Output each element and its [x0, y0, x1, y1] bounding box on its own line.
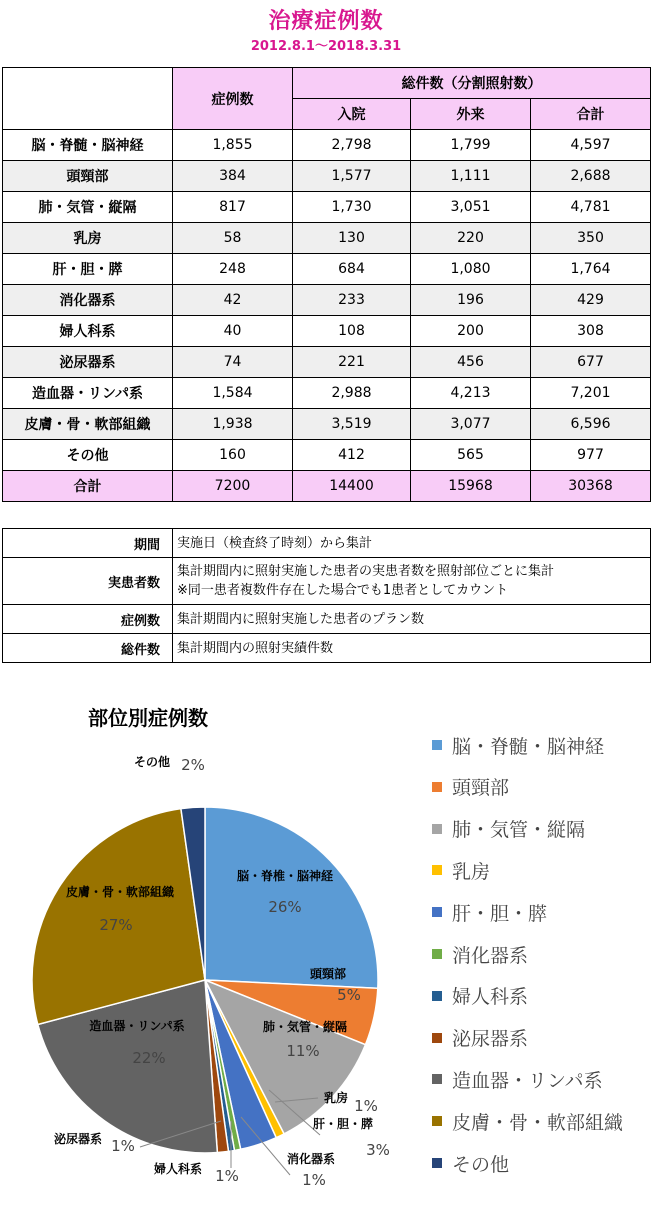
- slice-percent: 27%: [99, 916, 133, 934]
- row-label: 脳・脊髄・脳神経: [3, 130, 173, 161]
- legend-swatch: [432, 949, 442, 959]
- slice-percent: 1%: [354, 1097, 378, 1115]
- legend-swatch: [432, 1158, 442, 1168]
- legend-swatch: [432, 991, 442, 1001]
- slice-percent: 5%: [337, 986, 361, 1004]
- legend-item: [432, 814, 647, 844]
- cell-outpatient: 1,080: [411, 254, 531, 285]
- slice-label: 皮膚・骨・軟部組織: [65, 885, 175, 899]
- total-cases: 7200: [173, 471, 293, 502]
- slice-label: 肝・胆・膵: [312, 1117, 374, 1131]
- period-subtitle: 2012.8.1～2018.3.31: [250, 39, 402, 54]
- cell-total: 677: [531, 347, 651, 378]
- cell-total: 308: [531, 316, 651, 347]
- cell-cases: 1,938: [173, 409, 293, 440]
- cell-cases: 817: [173, 192, 293, 223]
- cell-total: 4,597: [531, 130, 651, 161]
- table-row: [3, 285, 651, 316]
- cell-inpatient: 684: [293, 254, 411, 285]
- cell-inpatient: 233: [293, 285, 411, 316]
- cell-total: 4,781: [531, 192, 651, 223]
- table-row: [3, 409, 651, 440]
- slice-label: 乳房: [323, 1091, 349, 1105]
- slice-percent: 1%: [302, 1171, 326, 1189]
- cell-total: 1,764: [531, 254, 651, 285]
- cell-outpatient: 220: [411, 223, 531, 254]
- slice-percent: 26%: [268, 898, 302, 916]
- total-outpatient: 15968: [411, 471, 531, 502]
- cell-outpatient: 456: [411, 347, 531, 378]
- cell-inpatient: 2,988: [293, 378, 411, 409]
- legend-item: [432, 1106, 647, 1136]
- slice-percent: 1%: [215, 1167, 239, 1185]
- legend-item: [432, 730, 647, 760]
- slice-percent: 22%: [132, 1049, 166, 1067]
- def-period-label: 期間: [3, 529, 173, 558]
- legend-label: 婦人科系: [452, 986, 529, 1009]
- slice-percent: 3%: [366, 1141, 390, 1159]
- header-cases: 症例数: [173, 68, 293, 130]
- cell-cases: 384: [173, 161, 293, 192]
- row-label: 造血器・リンパ系: [3, 378, 173, 409]
- cell-outpatient: 196: [411, 285, 531, 316]
- cell-total: 2,688: [531, 161, 651, 192]
- row-label: 泌尿器系: [3, 347, 173, 378]
- legend-label: 皮膚・骨・軟部組織: [452, 1111, 624, 1134]
- slice-label: 婦人科系: [153, 1162, 203, 1176]
- slice-percent: 1%: [111, 1137, 135, 1155]
- def-patients-label: 実患者数: [3, 558, 173, 605]
- legend-swatch: [432, 865, 442, 875]
- row-label: 肺・気管・縦隔: [3, 192, 173, 223]
- table-row: [3, 161, 651, 192]
- row-label: 乳房: [3, 223, 173, 254]
- slice-label: 頭頸部: [309, 967, 347, 981]
- cell-cases: 1,584: [173, 378, 293, 409]
- legend-label: 造血器・リンパ系: [452, 1069, 603, 1092]
- table-corner: [3, 68, 173, 130]
- legend-label: 脳・脊髄・脳神経: [452, 735, 605, 758]
- slice-percent: 2%: [181, 756, 205, 774]
- cell-outpatient: 1,799: [411, 130, 531, 161]
- cell-outpatient: 1,111: [411, 161, 531, 192]
- slice-label: 脳・脊椎・脳神経: [236, 869, 334, 883]
- table-total-row: [3, 471, 651, 502]
- cell-inpatient: 108: [293, 316, 411, 347]
- def-patients-text: [173, 558, 651, 605]
- def-total-label: 総件数: [3, 634, 173, 663]
- header-outpatient: 外来: [411, 99, 531, 130]
- slice-percent: 11%: [286, 1042, 320, 1060]
- row-label: その他: [3, 440, 173, 471]
- legend-label: 肺・気管・縦隔: [452, 819, 586, 842]
- legend-label: 泌尿器系: [452, 1028, 529, 1051]
- header-sum: 合計: [531, 99, 651, 130]
- legend-swatch: [432, 740, 442, 750]
- legend-swatch: [432, 907, 442, 917]
- cell-cases: 74: [173, 347, 293, 378]
- cell-cases: 40: [173, 316, 293, 347]
- table-row: [3, 316, 651, 347]
- legend-label: 乳房: [452, 860, 491, 883]
- legend-swatch: [432, 1074, 442, 1084]
- row-label: 消化器系: [3, 285, 173, 316]
- cell-outpatient: 565: [411, 440, 531, 471]
- legend-label: その他: [452, 1153, 510, 1176]
- legend-item: [432, 1064, 647, 1094]
- legend-item: [432, 1023, 647, 1053]
- table-row: [3, 378, 651, 409]
- legend-item: [432, 939, 647, 969]
- table-row: [3, 223, 651, 254]
- header-total-group: 総件数（分割照射数）: [293, 68, 651, 99]
- def-patients-line-2: ※同一患者複数件存在した場合でも1患者としてカウント: [177, 583, 509, 598]
- cell-outpatient: 3,077: [411, 409, 531, 440]
- cell-total: 6,596: [531, 409, 651, 440]
- cell-inpatient: 3,519: [293, 409, 411, 440]
- cell-total: 7,201: [531, 378, 651, 409]
- total-sum: 30368: [531, 471, 651, 502]
- legend-item: [432, 855, 647, 885]
- cell-inpatient: 221: [293, 347, 411, 378]
- legend-label: 肝・胆・膵: [452, 902, 548, 925]
- table-row: [3, 192, 651, 223]
- legend-swatch: [432, 1033, 442, 1043]
- slice-label: 泌尿器系: [53, 1132, 103, 1146]
- case-count-table: [2, 67, 651, 502]
- cell-total: 350: [531, 223, 651, 254]
- cell-inpatient: 412: [293, 440, 411, 471]
- legend-label: 頭頸部: [452, 777, 510, 800]
- def-cases-text: 集計期間内に照射実施した患者のプラン数: [173, 605, 651, 634]
- cell-cases: 160: [173, 440, 293, 471]
- cell-total: 977: [531, 440, 651, 471]
- legend-item: [432, 897, 647, 927]
- cell-inpatient: 1,730: [293, 192, 411, 223]
- cell-inpatient: 130: [293, 223, 411, 254]
- legend-swatch: [432, 782, 442, 792]
- cell-inpatient: 2,798: [293, 130, 411, 161]
- slice-label: 造血器・リンパ系: [89, 1019, 185, 1033]
- chart-title: 部位別症例数: [88, 706, 208, 730]
- table-row: [3, 254, 651, 285]
- table-row: [3, 130, 651, 161]
- slice-label: 肺・気管・縦隔: [262, 1020, 348, 1034]
- legend-swatch: [432, 824, 442, 834]
- legend-item: [432, 1148, 647, 1178]
- cell-cases: 1,855: [173, 130, 293, 161]
- row-label: 頭頸部: [3, 161, 173, 192]
- def-total-text: 集計期間内の照射実績件数: [173, 634, 651, 663]
- slice-label: 消化器系: [286, 1152, 336, 1166]
- row-label: 皮膚・骨・軟部組織: [3, 409, 173, 440]
- def-patients-line-1: 集計期間内に照射実施した患者の実患者数を照射部位ごとに集計: [177, 564, 555, 579]
- cell-outpatient: 3,051: [411, 192, 531, 223]
- cell-cases: 42: [173, 285, 293, 316]
- total-label: 合計: [3, 471, 173, 502]
- slice-label: その他: [133, 755, 171, 769]
- cell-cases: 248: [173, 254, 293, 285]
- def-cases-label: 症例数: [3, 605, 173, 634]
- cell-total: 429: [531, 285, 651, 316]
- row-label: 肝・胆・膵: [3, 254, 173, 285]
- legend-item: [432, 981, 647, 1011]
- table-row: [3, 347, 651, 378]
- def-period-text: 実施日（検査終了時刻）から集計: [173, 529, 651, 558]
- table-row: [3, 440, 651, 471]
- legend-item: [432, 772, 647, 802]
- definitions-table: [2, 528, 651, 663]
- cell-outpatient: 4,213: [411, 378, 531, 409]
- header-inpatient: 入院: [293, 99, 411, 130]
- cell-outpatient: 200: [411, 316, 531, 347]
- page-title: 治療症例数: [268, 9, 384, 34]
- legend-label: 消化器系: [452, 944, 529, 967]
- legend-swatch: [432, 1116, 442, 1126]
- pie-chart: [0, 730, 430, 1225]
- table-body: [3, 130, 651, 471]
- cell-inpatient: 1,577: [293, 161, 411, 192]
- cell-cases: 58: [173, 223, 293, 254]
- total-inpatient: 14400: [293, 471, 411, 502]
- row-label: 婦人科系: [3, 316, 173, 347]
